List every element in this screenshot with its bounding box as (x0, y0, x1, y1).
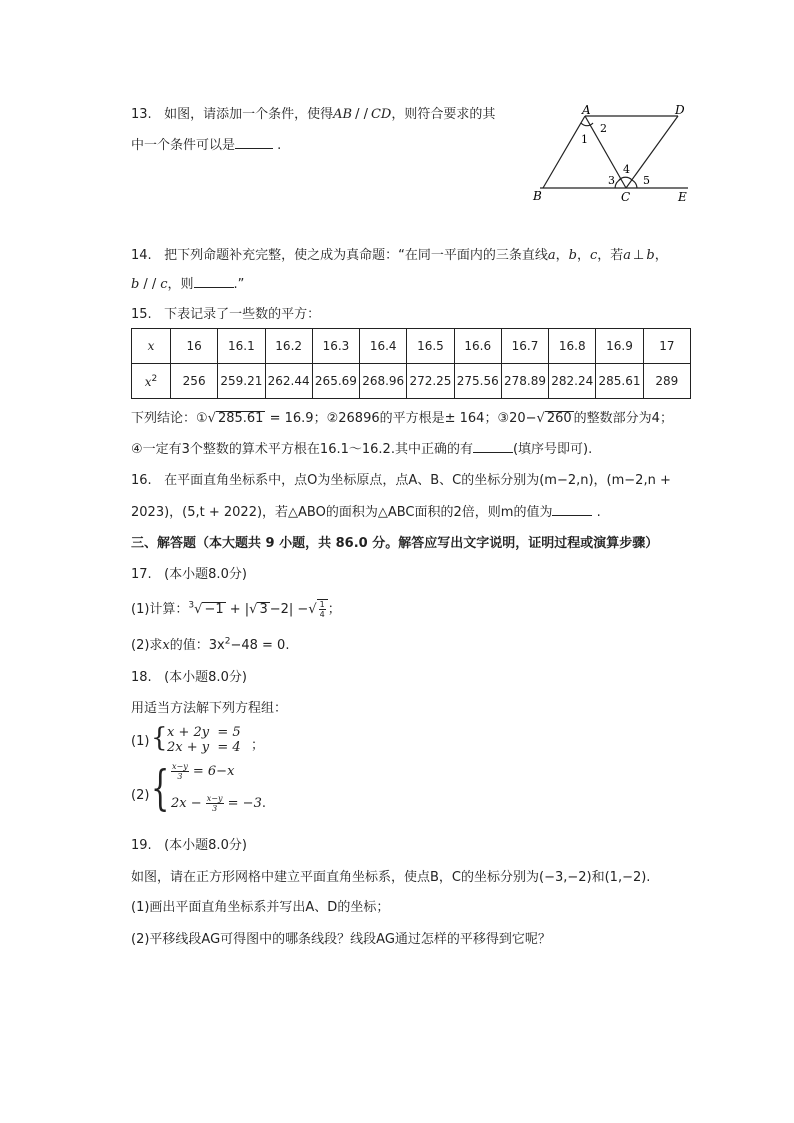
q15-conclusions-line2: ④一定有3个整数的算术平方根在16.1～16.2.其中正确的有 (填序号即可). (131, 442, 593, 457)
row-header-x: x (132, 329, 171, 364)
q16-line2: 2023)，(5,t + 2022)，若△ABO的面积为△ABC面积的2倍，则m的值为 . (131, 505, 601, 520)
brace: { (151, 723, 168, 753)
row-header-x2: $x^2$ (132, 364, 171, 399)
q17-header: 17. (本小题8.0分) (131, 567, 247, 582)
answer-blank[interactable] (473, 440, 513, 453)
q19-part2: (2)平移线段AG可得图中的哪条线段？线段AG通过怎样的平移得到它呢？ (131, 932, 551, 947)
section-3-heading: 三、解答题（本大题共 9 小题，共 86.0 分。解答应写出文字说明，证明过程或演算步骤） (131, 536, 659, 551)
brace: { (151, 760, 170, 816)
answer-blank[interactable] (194, 275, 234, 288)
table-row: $x^2$ 256 259.21 262.44 265.69 268.96 272.25 275.56 278.89 282.24 285.61 289 (132, 364, 691, 399)
label-D: D (675, 103, 685, 117)
angle-2: 2 (600, 122, 607, 135)
q14-line2: b / / c，则 .” (131, 277, 245, 292)
q14-line1: 14. 把下列命题补充完整，使之成为真命题：“在同一平面内的三条直线a，b，c，若a ⊥ b， (131, 248, 668, 263)
q15-intro: 15. 下表记录了一些数的平方： (131, 307, 321, 322)
q17-part2: (2)求x的值：$3x^2-48 = 0$. (131, 636, 290, 653)
q17-part1: (1)计算：$^3$√ −1 + |√ 3 −2| −√ $\frac{1}{4}$ ； (131, 600, 341, 619)
answer-blank[interactable] (552, 503, 592, 516)
q13-line1: 13. 如图，请添加一个条件，使得AB / / CD，则符合要求的其 (131, 107, 496, 122)
q13-line2: 中一个条件可以是 . (131, 138, 282, 153)
q15-conclusions-line1: 下列结论：①√ 285.61 = 16.9；②26896的平方根是± 164；③20−√ 260 的整数部分为4； (131, 411, 673, 426)
angle-5: 5 (643, 174, 650, 187)
q16-line1: 16. 在平面直角坐标系中，点O为坐标原点，点A、B、C的坐标分别为(m−2,n)，(m−2,n + (131, 473, 671, 488)
squares-table (131, 328, 691, 399)
label-B: B (533, 189, 542, 203)
q19-header: 19. (本小题8.0分) (131, 838, 247, 853)
label-E: E (678, 190, 687, 204)
angle-4: 4 (623, 163, 630, 176)
q18-header: 18. (本小题8.0分) (131, 670, 247, 685)
label-C: C (621, 190, 631, 204)
table-row: x 16 16.1 16.2 16.3 16.4 16.5 16.6 16.7 16.8 16.9 17 (132, 329, 691, 364)
q13-figure (530, 100, 700, 210)
q18-intro: 用适当方法解下列方程组： (131, 701, 288, 716)
answer-blank[interactable] (235, 136, 273, 149)
angle-1: 1 (581, 133, 588, 146)
q19-part1: (1)画出平面直角坐标系并写出A、D的坐标； (131, 900, 390, 915)
angle-3: 3 (608, 174, 615, 187)
label-A: A (582, 103, 591, 117)
q19-line1: 如图，请在正方形网格中建立平面直角坐标系，使点B，C的坐标分别为(−3,−2)和(1,−2). (131, 870, 651, 885)
